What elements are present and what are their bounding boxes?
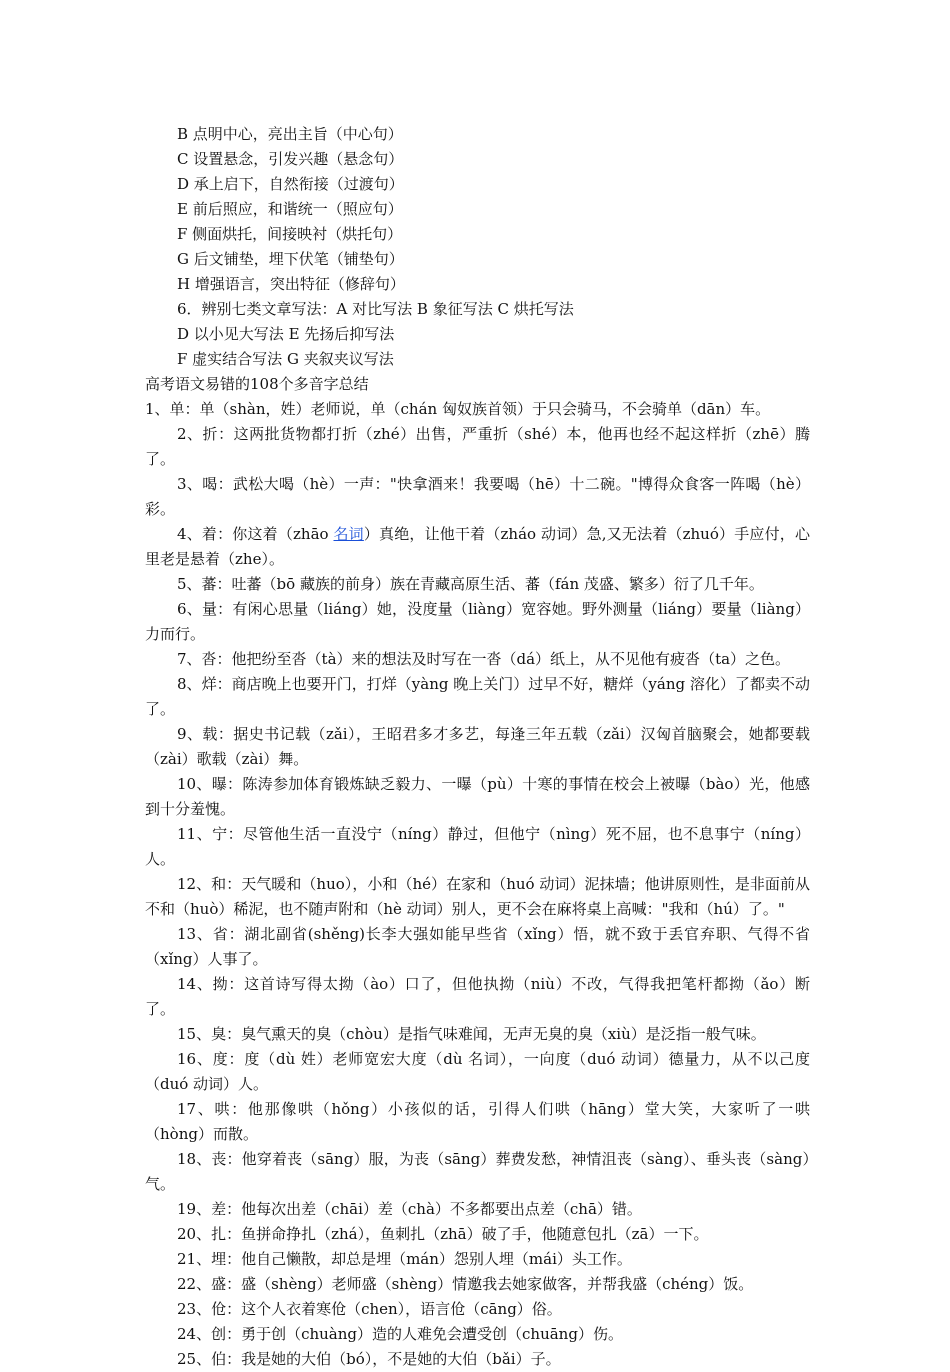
polyphone-item: 11、宁：尽管他生活一直没宁（níng）静过，但他宁（nìng）死不屈，也不息事宁（níng）人。: [145, 825, 810, 868]
polyphone-item: 13、省：湖北副省(shěng)长李大强如能早些省（xǐng）悟，就不致于丢官弃职、气得不省（xǐng）人事了。: [145, 925, 810, 968]
polyphone-item: 2、折：这两批货物都打折（zhé）出售，严重折（shé）本，他再也经不起这样折（zhē）腾了。: [145, 425, 810, 468]
polyphone-item: 21、埋：他自己懒散，却总是埋（mán）怨别人埋（mái）头工作。: [177, 1250, 632, 1268]
polyphone-item: 7、沓：他把纷至沓（tà）来的想法及时写在一沓（dá）纸上，从不见他有疲沓（ta）之色。: [177, 650, 791, 668]
polyphone-item: 19、差：他每次出差（chāi）差（chà）不多都要出点差（chā）错。: [177, 1200, 642, 1218]
list-item: C 设置悬念，引发兴趣（悬念句）: [177, 150, 404, 168]
polyphone-item: 16、度：度（dù 姓）老师宽宏大度（dù 名词），一向度（duó 动词）德量力，从不以己度（duó 动词）人。: [145, 1050, 810, 1093]
polyphone-item: [145, 522, 810, 572]
polyphone-item: 17、哄：他那像哄（hǒng）小孩似的话，引得人们哄（hāng）堂大笑，大家听了一哄（hòng）而散。: [145, 1100, 810, 1143]
writing-methods-list: [145, 122, 810, 372]
polyphone-item: 15、臭：臭气熏天的臭（chòu）是指气味难闻，无声无臭的臭（xiù）是泛指一般气味。: [177, 1025, 766, 1043]
list-item: D 承上启下，自然衔接（过渡句）: [177, 175, 404, 193]
polyphone-list: [145, 422, 810, 1372]
list-item: F 侧面烘托，间接映衬（烘托句）: [177, 225, 403, 243]
list-item: G 后文铺垫，埋下伏笔（铺垫句）: [177, 250, 404, 268]
polyphone-item: 18、丧：他穿着丧（sāng）服，为丧（sāng）葬费发愁，神情沮丧（sàng）、垂头丧（sàng）气。: [145, 1150, 810, 1193]
document-page: [145, 122, 810, 1372]
polyphone-item: 5、蕃：吐蕃（bō 藏族的前身）族在青藏高原生活、蕃（fán 茂盛、繁多）衍了几千年。: [177, 575, 764, 593]
polyphone-item: 12、和：天气暖和（huo），小和（hé）在家和（huó 动词）泥抹墙；他讲原则性，是非面前从不和（huò）稀泥，也不随声附和（hè 动词）别人，更不会在麻将桌上高喊："我和（hú）了。": [145, 875, 810, 918]
list-item: D 以小见大写法 E 先扬后抑写法: [177, 325, 395, 343]
list-item: E 前后照应，和谐统一（照应句）: [177, 200, 403, 218]
polyphone-item: 22、盛：盛（shèng）老师盛（shèng）情邀我去她家做客，并帮我盛（chéng）饭。: [177, 1275, 754, 1293]
list-item: B 点明中心，亮出主旨（中心句）: [177, 125, 403, 143]
polyphone-item: 3、喝：武松大喝（hè）一声："快拿酒来！我要喝（hē）十二碗。"博得众食客一阵喝（hè）彩。: [145, 475, 810, 518]
item-text: 4、着：你这着（zhāo: [177, 525, 334, 543]
polyphone-item-1: 1、单：单（shàn，姓）老师说，单（chán 匈奴族首领）于只会骑马，不会骑单（dān）车。: [145, 400, 771, 418]
noun-link[interactable]: 名词: [333, 525, 364, 543]
polyphone-item: 24、创：勇于创（chuàng）造的人难免会遭受创（chuāng）伤。: [177, 1325, 623, 1343]
list-item: H 增强语言，突出特征（修辞句）: [177, 275, 405, 293]
polyphone-item: 20、扎：鱼拼命挣扎（zhá），鱼刺扎（zhā）破了手，他随意包扎（zā）一下。: [177, 1225, 709, 1243]
item-text: ）真绝，让他干着（zháo 动词）急,又无法着（zhuó）手应付，心里老是悬着（zhe）。: [145, 525, 810, 568]
polyphone-item: 23、伧：这个人衣着寒伧（chen），语言伧（cāng）俗。: [177, 1300, 562, 1318]
list-item: F 虚实结合写法 G 夹叙夹议写法: [177, 350, 394, 368]
list-item: 6．辨别七类文章写法：A 对比写法 B 象征写法 C 烘托写法: [177, 300, 574, 318]
polyphone-item: 10、曝：陈涛参加体育锻炼缺乏毅力、一曝（pù）十寒的事情在校会上被曝（bào）光，他感到十分羞愧。: [145, 775, 810, 818]
polyphone-item: 25、伯：我是她的大伯（bó），不是她的大伯（bǎi）子。: [177, 1350, 561, 1368]
polyphone-item: 8、烊：商店晚上也要开门，打烊（yàng 晚上关门）过早不好，糖烊（yáng 溶化）了都卖不动了。: [145, 675, 810, 718]
polyphone-item: 14、拗：这首诗写得太拗（ào）口了，但他执拗（niù）不改，气得我把笔杆都拗（ǎo）断了。: [145, 975, 810, 1018]
polyphone-item: 6、量：有闲心思量（liáng）她，没度量（liàng）宽容她。野外测量（liáng）要量（liàng）力而行。: [145, 600, 810, 643]
polyphone-item: 9、载：据史书记载（zǎi），王昭君多才多艺，每逢三年五载（zǎi）汉匈首脑聚会，她都要载（zài）歌载（zài）舞。: [145, 725, 810, 768]
section-title: 高考语文易错的108个多音字总结: [145, 375, 369, 393]
